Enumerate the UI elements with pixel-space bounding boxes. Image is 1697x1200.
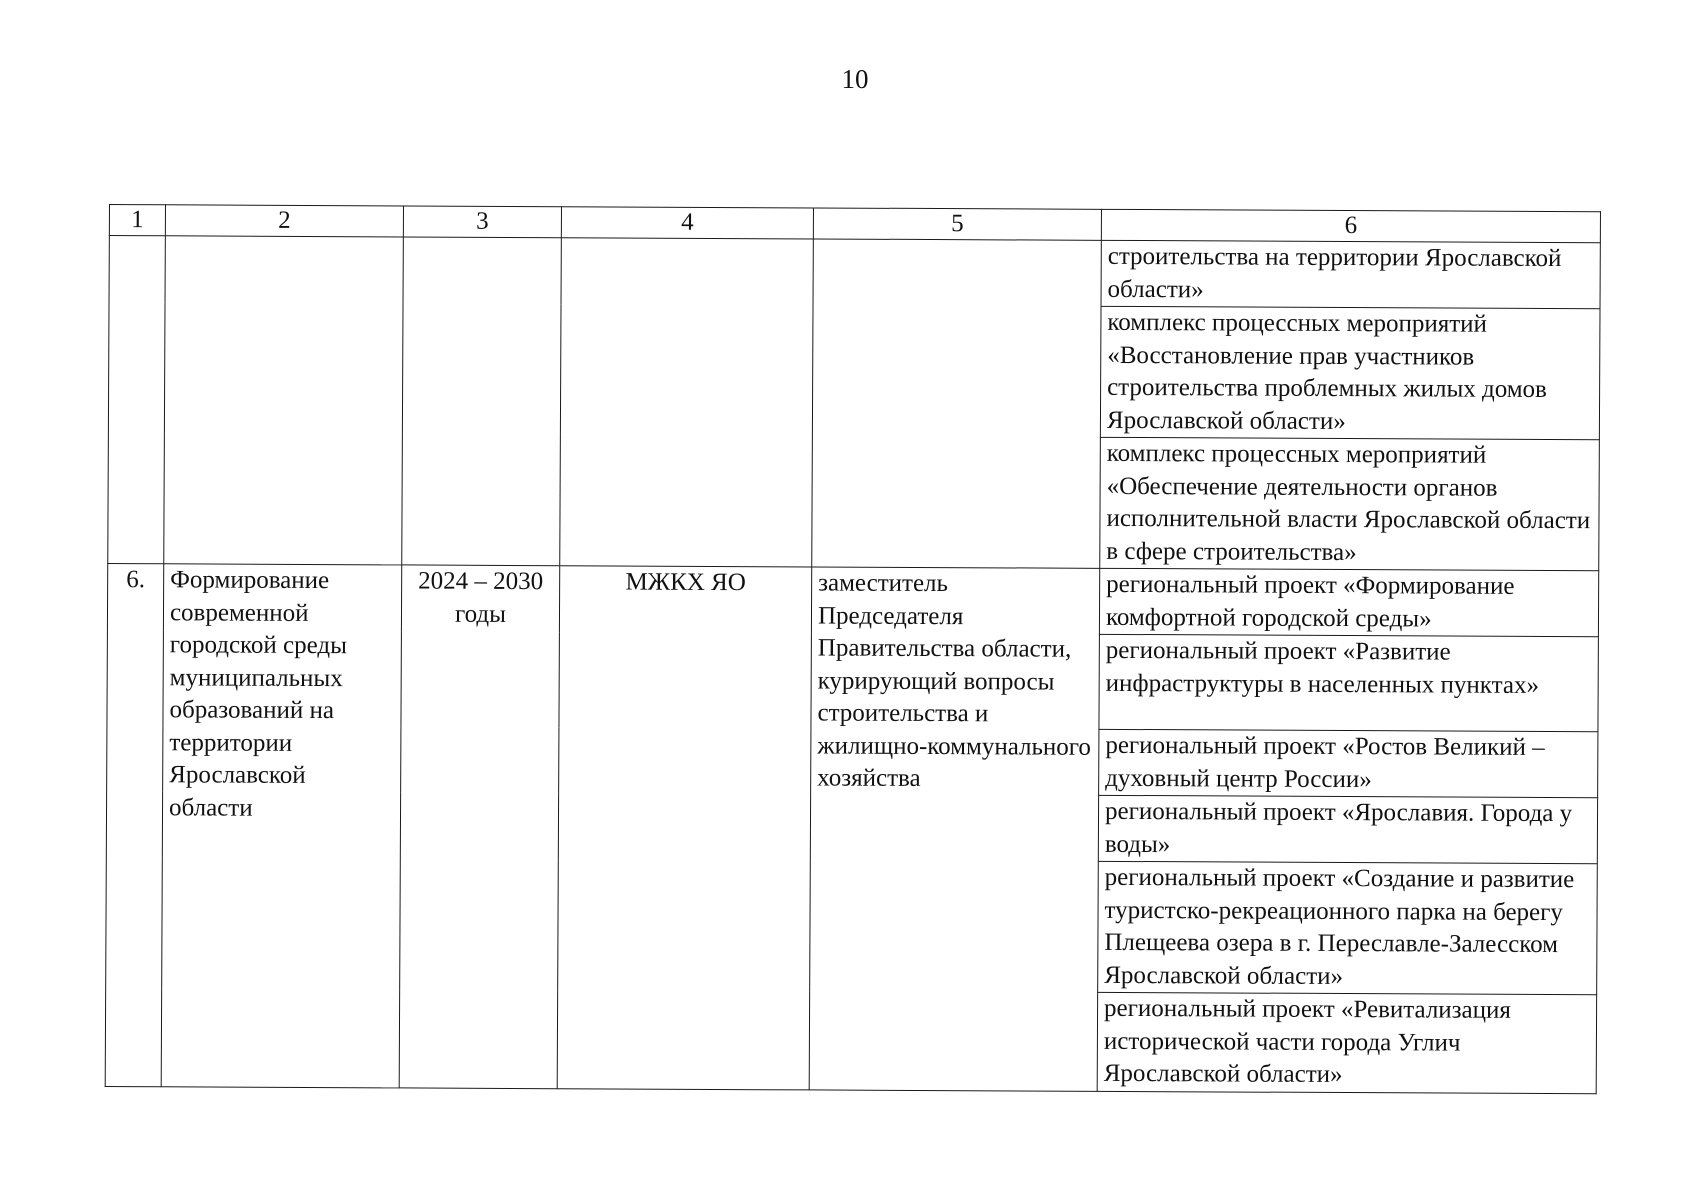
header-col-5: 5 (813, 208, 1101, 240)
empty-cell (164, 236, 404, 565)
table-row (109, 236, 1600, 309)
project-cell: комплекс процессных мероприятий «Восстановление прав участников строительства проблемных жилых домов Ярославской области» (1100, 306, 1600, 439)
project-cell: региональный проект «Развитие инфраструктуры в населенных пунктах» (1099, 634, 1598, 731)
program-executor: МЖКХ ЯО (557, 566, 812, 1090)
project-cell: региональный проект «Ревитализация исторической части города Углич Ярославской области» (1097, 992, 1596, 1093)
project-cell: региональный проект «Ярославия. Города у воды» (1098, 795, 1597, 863)
header-col-3: 3 (403, 206, 561, 238)
page-number: 10 (841, 64, 869, 94)
empty-cell (812, 239, 1102, 568)
program-table (105, 204, 1601, 1094)
program-curator: заместитель Председателя Правительства области, курирующий вопросы строительства и жилищно-коммунального хозяйства (809, 567, 1100, 1091)
project-cell: комплекс процессных мероприятий «Обеспечение деятельности органов исполнительной власти Ярославской области в сфере строительства» (1100, 437, 1600, 570)
header-col-6: 6 (1101, 209, 1600, 242)
empty-cell (560, 238, 814, 567)
empty-cell (108, 236, 166, 564)
header-col-1: 1 (109, 205, 165, 236)
empty-cell (402, 237, 562, 566)
project-cell: региональный проект «Ростов Великий – духовный центр России» (1099, 729, 1598, 797)
project-cell: региональный проект «Создание и развитие туристско-рекреационного парка на берегу Плещеева озера в г. Переславле-Залесском Ярославской области» (1098, 861, 1598, 994)
header-col-2: 2 (165, 205, 403, 237)
program-period: 2024 – 2030 годы (399, 565, 560, 1088)
row-number: 6. (105, 563, 164, 1086)
header-col-4: 4 (561, 207, 813, 239)
project-cell: строительства на территории Ярославской области» (1101, 240, 1600, 308)
table-row (107, 563, 1598, 636)
project-cell: региональный проект «Формирование комфортной городской среды» (1099, 568, 1598, 636)
program-name: Формирование современной городской среды муниципальных образований на территории Ярославской области (161, 564, 402, 1088)
